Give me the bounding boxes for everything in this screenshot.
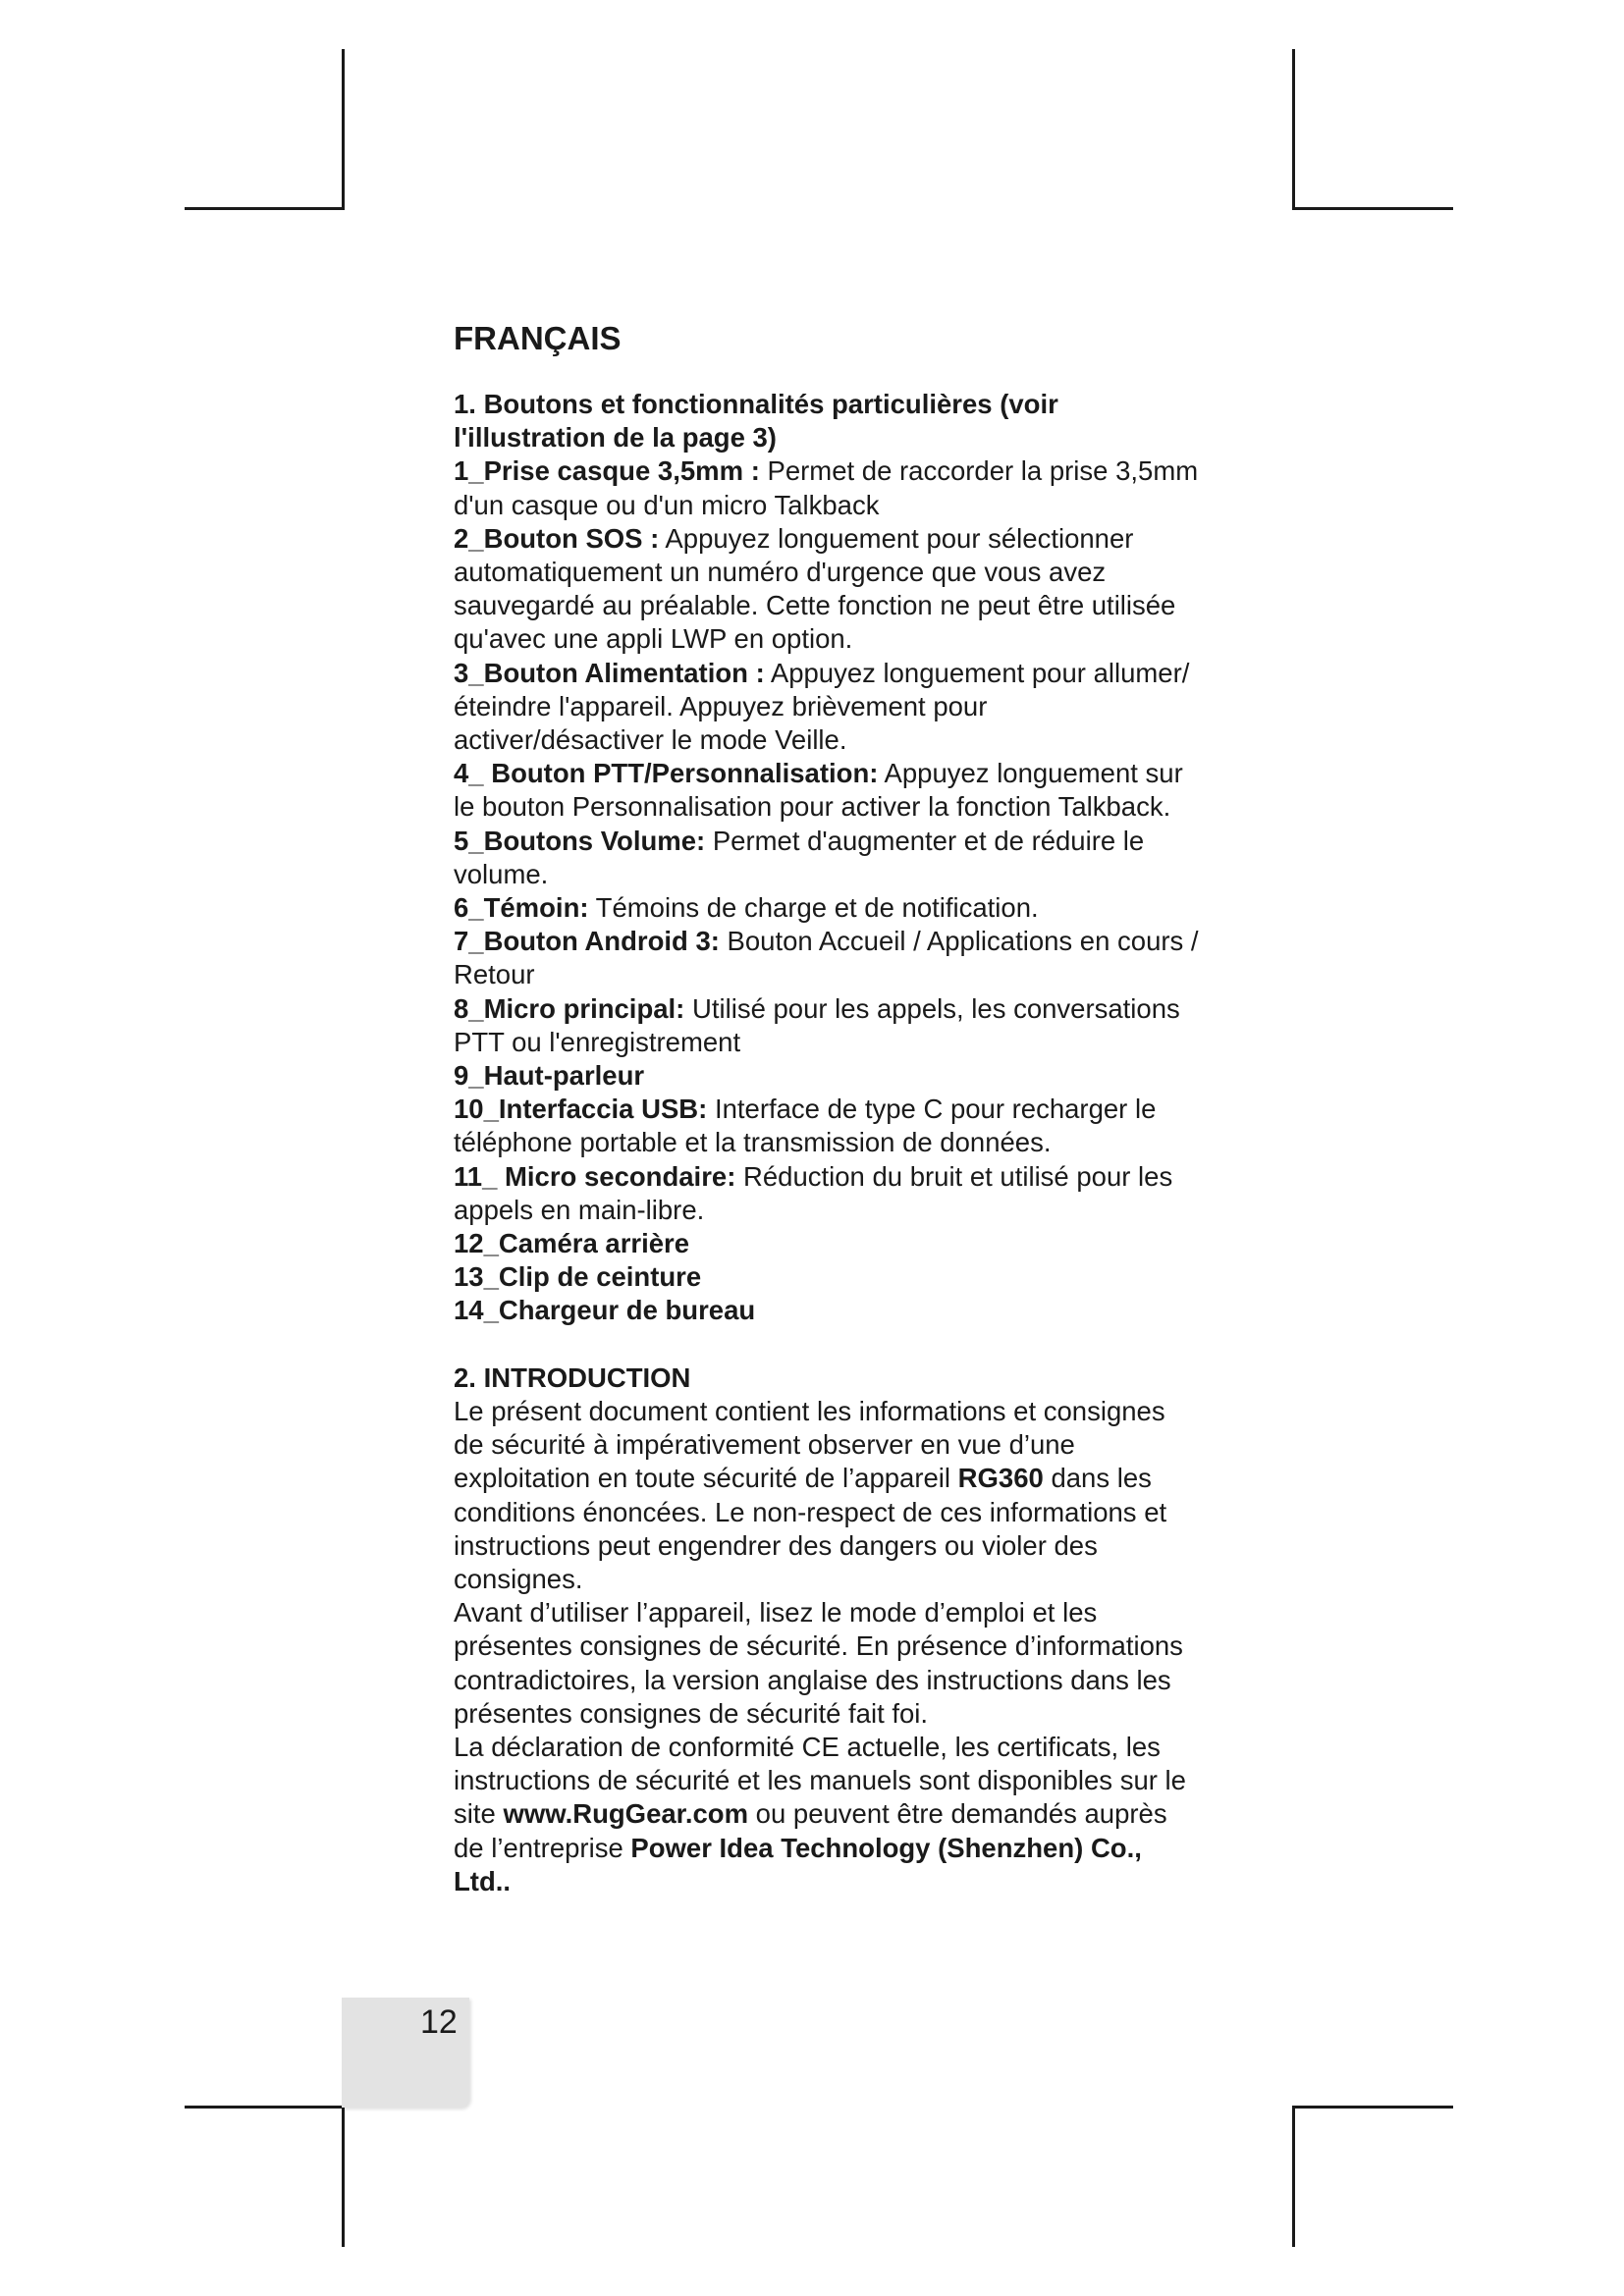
list-item: 9_Haut-parleur [454, 1060, 645, 1092]
list-item: 2_Bouton SOS : Appuyez longuement pour sélectionner automatiquement un numéro d'urgence que vous avez sauvegardé au préalable. Cette fonction ne peut être utilisée qu'avec une appli LWP en option. [454, 522, 1176, 655]
crop-mark-bottom-right-vertical [1292, 2106, 1295, 2247]
intro-paragraph-2: Avant d’utiliser l’appareil, lisez le mode d’emploi et les présentes consignes de sécurité. En présence d’informations contradictoires, la version anglaise des instructions dans les présentes consignes de sécurité fait foi. [454, 1597, 1183, 1729]
list-item: 10_Interfaccia USB: Interface de type C pour recharger le téléphone portable et la transmission de données. [454, 1094, 1157, 1158]
crop-mark-top-left-vertical [342, 49, 345, 210]
list-item: 7_Bouton Android 3: Bouton Accueil / Applications en cours / Retour [454, 926, 1199, 990]
crop-mark-bottom-left-horizontal [185, 2106, 345, 2109]
crop-mark-bottom-left-vertical [342, 2106, 345, 2247]
crop-mark-bottom-right-horizontal [1292, 2106, 1453, 2109]
list-item: 12_Caméra arrière [454, 1228, 690, 1259]
list-item: 3_Bouton Alimentation : Appuyez longuement pour allumer/éteindre l'appareil. Appuyez brièvement pour activer/désactiver le mode Veille. [454, 657, 1190, 756]
language-title: FRANÇAIS [454, 320, 622, 356]
section-2-title: 2. INTRODUCTION [454, 1362, 691, 1393]
crop-mark-top-right-horizontal [1292, 207, 1453, 210]
list-item: 5_Boutons Volume: Permet d'augmenter et de réduire le volume. [454, 825, 1145, 889]
intro-paragraph-3: La déclaration de conformité CE actuelle, les certificats, les instructions de sécurité et les manuels sont disponibles sur le site www.RugGear.com ou peuvent être demandés auprès de l’entreprise Power Idea Technology (Shenzhen) Co., Ltd.. [454, 1731, 1186, 1896]
intro-paragraph-1: Le présent document contient les informations et consignes de sécurité à impérativement observer en vue d’une exploitation en toute sécurité de l’appareil RG360 dans les conditions énoncées. Le non-respect de ces informations et instructions peut engendrer des dangers ou violer des consignes. [454, 1395, 1167, 1594]
website-link[interactable]: www.RugGear.com [503, 1798, 749, 1830]
section-spacer [454, 1328, 1200, 1362]
list-item: 4_ Bouton PTT/Personnalisation: Appuyez longuement sur le bouton Personnalisation pour activer la fonction Talkback. [454, 758, 1183, 823]
list-item: 14_Chargeur de bureau [454, 1295, 756, 1326]
list-item: 1_Prise casque 3,5mm : Permet de raccorder la prise 3,5mm d'un casque ou d'un micro Talkback [454, 455, 1199, 520]
crop-mark-top-left-horizontal [185, 207, 345, 210]
model-name: RG360 [957, 1463, 1044, 1494]
company-name: Power Idea Technology (Shenzhen) Co., Ltd.. [454, 1832, 1142, 1896]
list-item: 6_Témoin: Témoins de charge et de notification. [454, 892, 1039, 924]
page-number: 12 [420, 2003, 458, 2041]
document-body [454, 319, 1200, 1898]
list-item: 13_Clip de ceinture [454, 1261, 702, 1293]
list-item: 11_ Micro secondaire: Réduction du bruit et utilisé pour les appels en main-libre. [454, 1160, 1173, 1225]
crop-mark-top-right-vertical [1292, 49, 1295, 210]
list-item: 8_Micro principal: Utilisé pour les appels, les conversations PTT ou l'enregistrement [454, 992, 1180, 1057]
section-1-title: 1. Boutons et fonctionnalités particulières (voir l'illustration de la page 3) [454, 389, 1058, 454]
